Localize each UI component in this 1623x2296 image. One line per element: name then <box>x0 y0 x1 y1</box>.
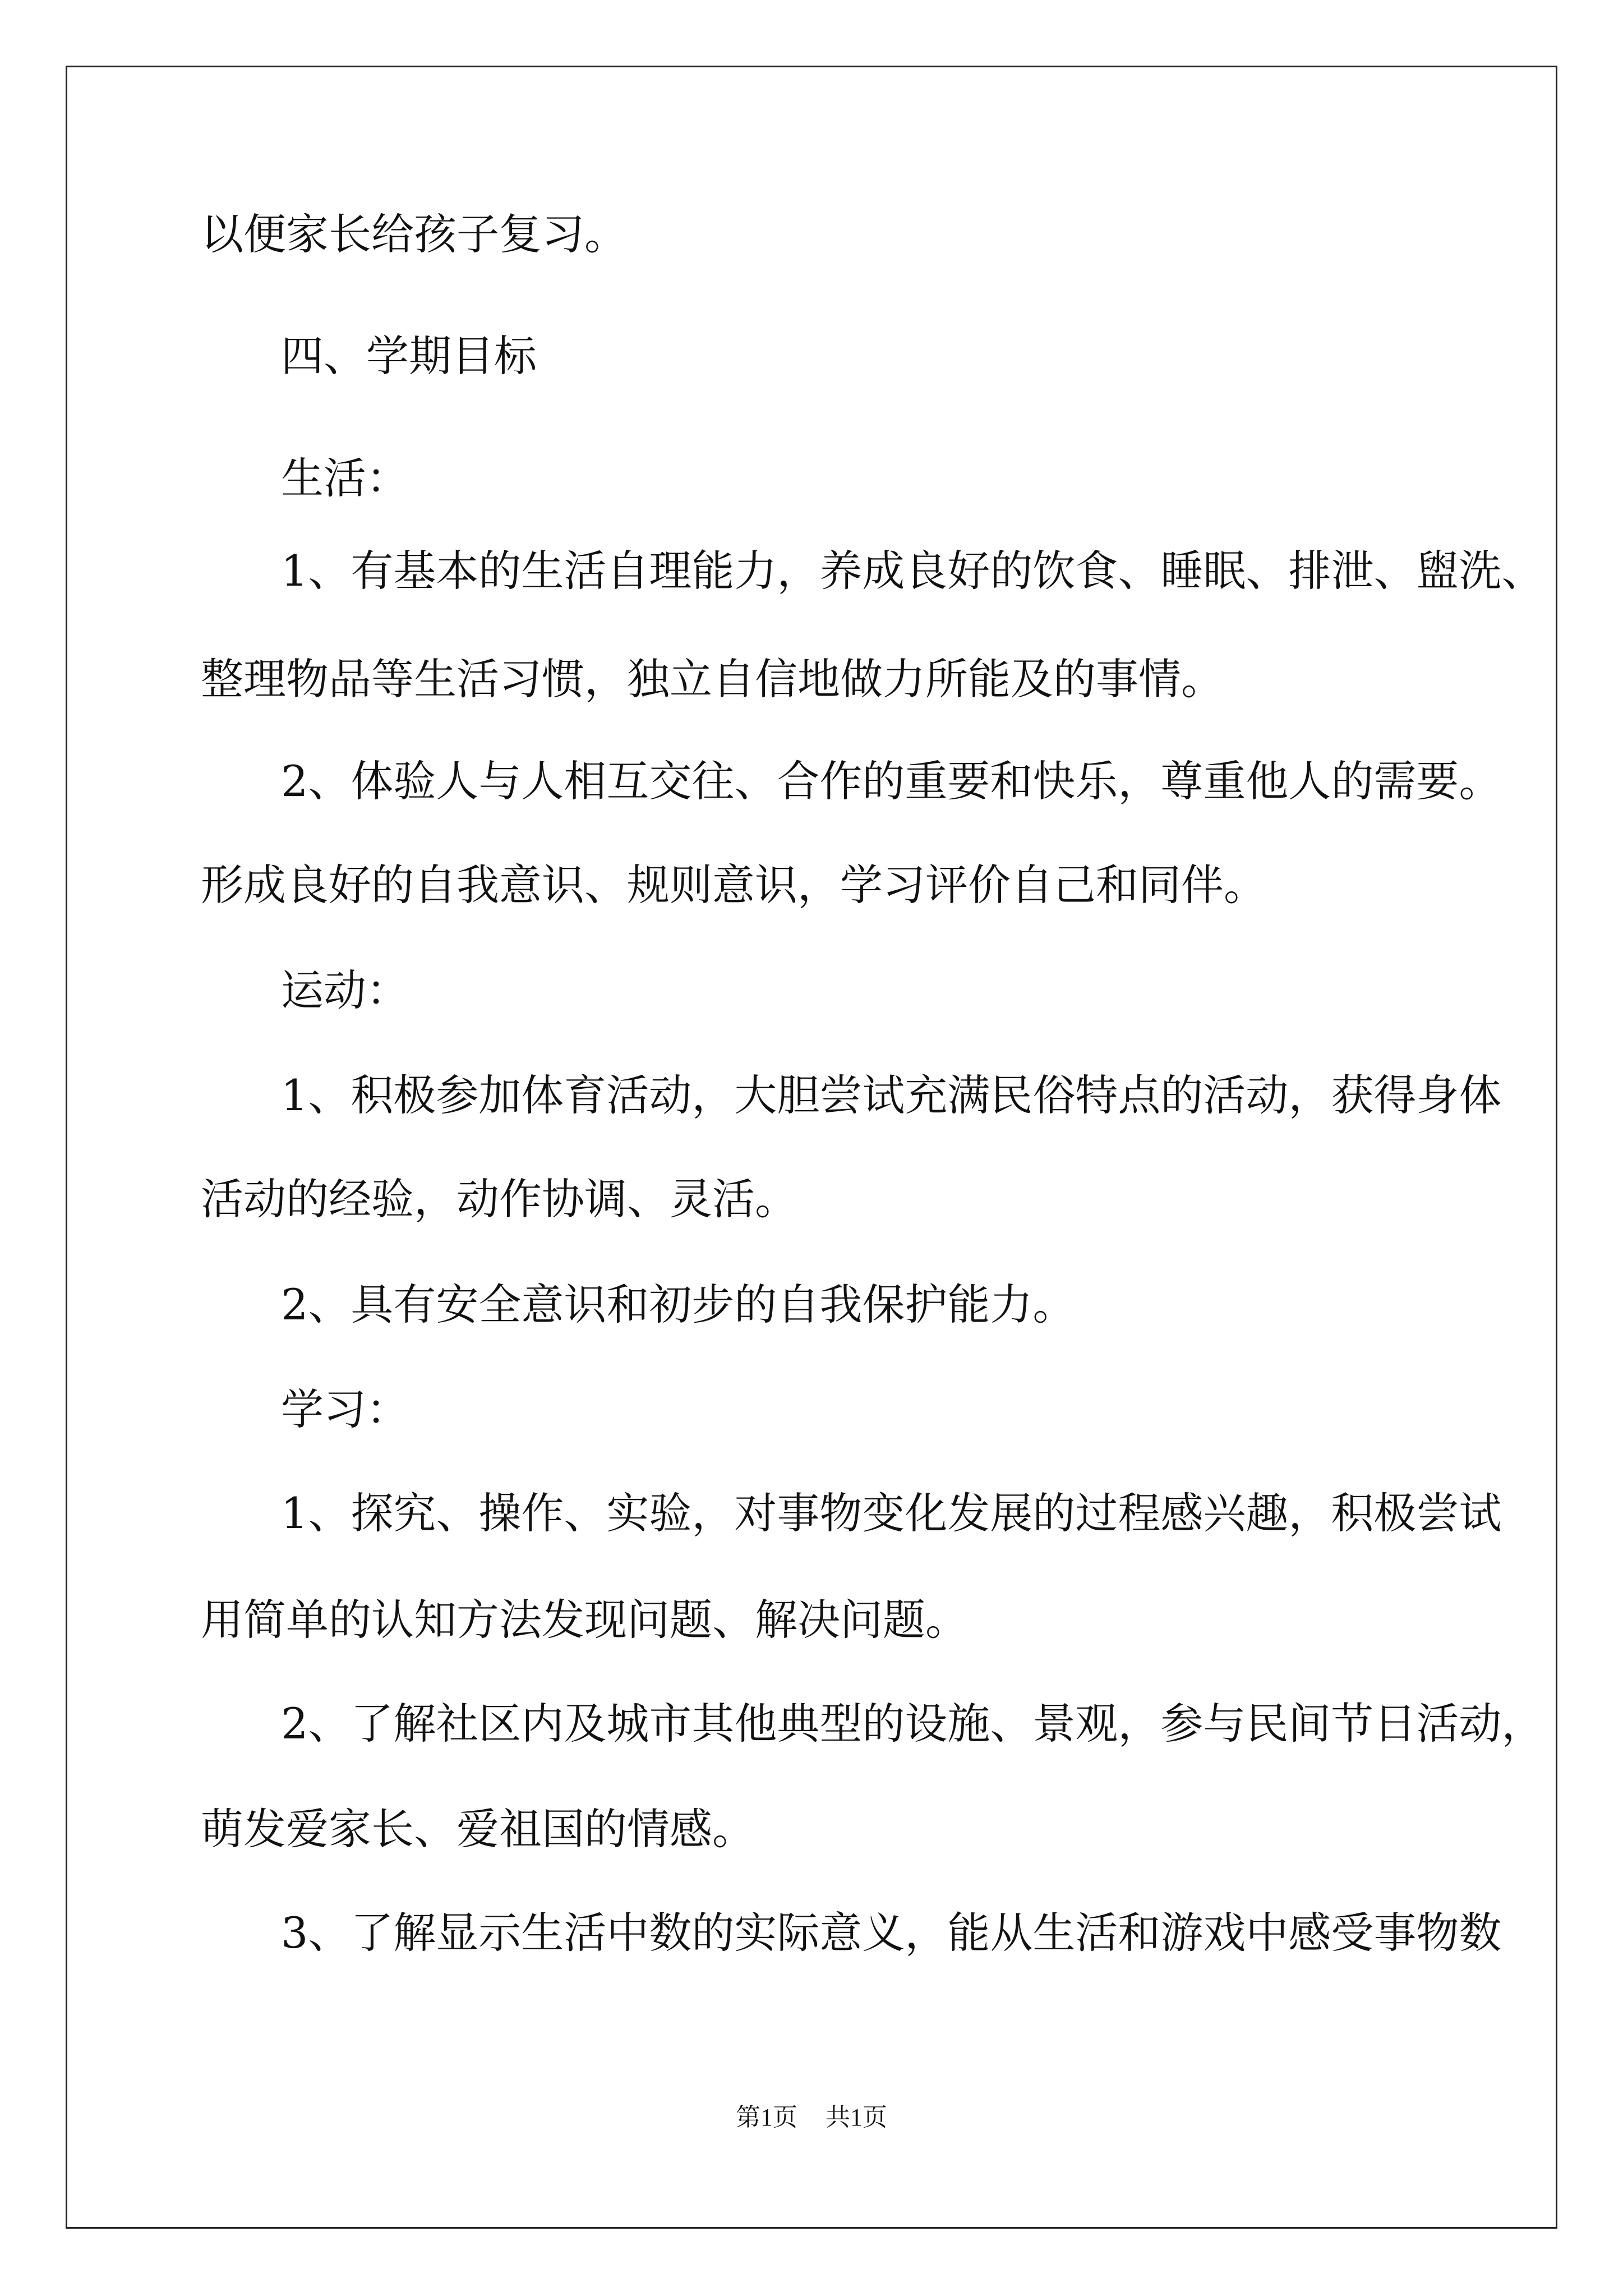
paragraph-line: 活动的经验，动作协调、灵活。 <box>201 1174 797 1224</box>
subsection-heading: 生活： <box>281 453 409 503</box>
section-heading: 四、学期目标 <box>281 331 537 381</box>
page-number-current: 第1页 <box>736 2104 797 2131</box>
paragraph-line: 整理物品等生活习惯，独立自信地做力所能及的事情。 <box>201 654 1224 704</box>
subsection-heading: 运动： <box>281 965 409 1015</box>
paragraph-line: 萌发爱家长、爱祖国的情感。 <box>201 1804 755 1854</box>
page-footer <box>0 2102 1623 2133</box>
subsection-heading: 学习： <box>281 1384 409 1434</box>
paragraph-line: 3、了解显示生活中数的实际意义，能从生活和游戏中感受事物数 <box>281 1908 1502 1958</box>
paragraph-line: 用简单的认知方法发现问题、解决问题。 <box>201 1595 968 1645</box>
paragraph-line: 2、体验人与人相互交往、合作的重要和快乐，尊重他人的需要。 <box>281 756 1502 806</box>
paragraph-line: 1、有基本的生活自理能力，养成良好的饮食、睡眠、排泄、盥洗、 <box>281 546 1544 596</box>
paragraph-line: 1、探究、操作、实验，对事物变化发展的过程感兴趣，积极尝试 <box>281 1488 1502 1538</box>
page-frame <box>66 66 1557 2229</box>
paragraph-line: 以便家长给孩子复习。 <box>201 209 627 259</box>
paragraph-line: 形成良好的自我意识、规则意识，学习评价自己和同伴。 <box>201 860 1266 910</box>
page-number-total: 共1页 <box>826 2104 887 2131</box>
paragraph-line: 1、积极参加体育活动，大胆尝试充满民俗特点的活动，获得身体 <box>281 1070 1502 1120</box>
paragraph-line: 2、具有安全意识和初步的自我保护能力。 <box>281 1280 1076 1329</box>
paragraph-line: 2、了解社区内及城市其他典型的设施、景观，参与民间节日活动， <box>281 1699 1544 1749</box>
